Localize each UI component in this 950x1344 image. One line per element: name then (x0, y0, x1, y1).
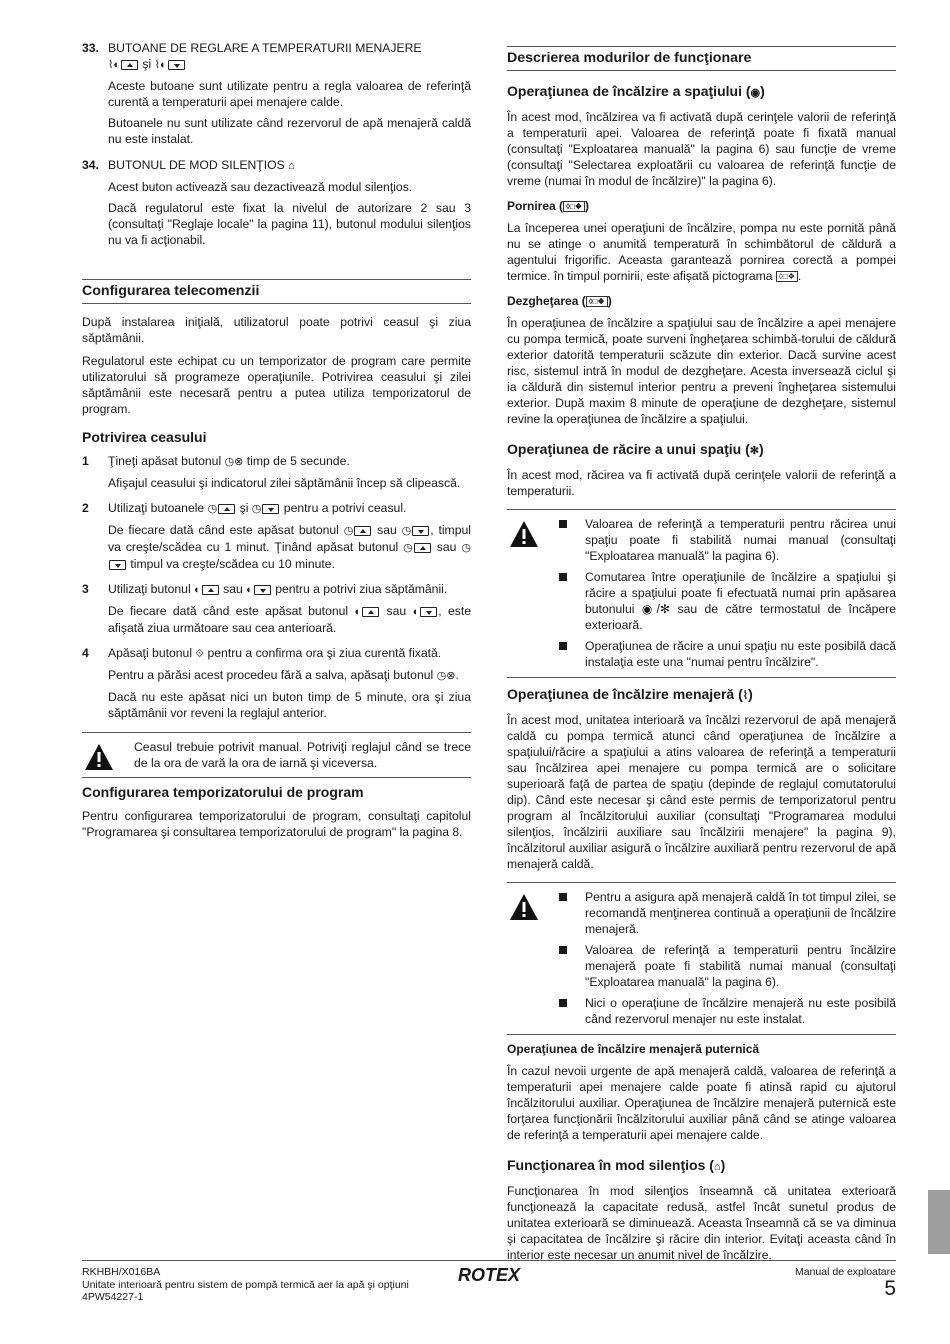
clock-icon: ◷⊗ (436, 670, 456, 682)
section-title: Descrierea modurilor de funcţionare (507, 46, 896, 71)
footer-description: Unitate interioară pentru sistem de pompă termică aer la apă şi opţiuni (82, 1278, 409, 1291)
silent-mode-icon: ⌂ (713, 1161, 721, 1173)
subsection-title: Operaţiunea de încălzire menajeră (⌇) (507, 686, 753, 702)
minor-title: Dezgheţarea ( ◊□❖ ) (507, 294, 612, 308)
step-2: 2 Utilizaţi butoanele ◷ şi ◷ pentru a potrivi ceasul. De fiecare dată când este apăsat butonul ◷ sau ◷ , timpul va creşte/scădea cu 1 minut. Ţinând apăsat butonul ◷ sau ◷ timpul va creşte/scădea cu 10 minute. (82, 501, 471, 571)
item-title: BUTOANE DE REGLARE A TEMPERATURII MENAJERE ⌇◐ şi ⌇◐ (108, 41, 422, 71)
bullet-item: Operaţiunea de răcire a unui spaţiu nu este posibilă dacă instalaţia este una "numai pentru încălzire". (559, 638, 896, 670)
heating-icon: ◉ (750, 87, 761, 99)
cooling-icon: ✻ (749, 445, 759, 457)
down-button-icon (262, 504, 279, 514)
warning-icon (507, 889, 559, 1032)
warning-icon (507, 516, 559, 675)
item-number: 34. (82, 158, 99, 172)
footer-model: RKHBH/X016BA (82, 1266, 161, 1278)
paragraph: În acest mod, răcirea va fi activată după cerinţele valorii de referinţă a temperaturii. (507, 468, 896, 498)
warning-box (507, 509, 896, 678)
minor-title: Operaţiunea de încălzire menajeră puternică (507, 1042, 760, 1056)
paragraph: Regulatorul este echipat cu un temporizator de program care permite utilizatorului să programeze operaţiunile. Potrivirea ceasului şi zilei săptămânii este necesară pentru a putea utiliza temporizatorul de program. (82, 354, 471, 416)
step-1: 1 Ţineţi apăsat butonul ◷⊗ timp de 5 secunde. Afişajul ceasului şi indicatorul zilei săptămânii încep să clipească. (82, 454, 461, 490)
tap-icon: ⌇◐ (108, 59, 121, 71)
subsection-title: Operaţiunea de încălzire a spaţiului (◉) (507, 83, 765, 99)
paragraph: După instalarea iniţială, utilizatorul poate potrivi ceasul şi ziua săptămânii. (82, 315, 471, 345)
down-button-icon (412, 526, 429, 536)
paragraph: În acest mod, încălzirea va fi activată după cerinţele valorii de referinţă a temperaturii apei. Valoarea de referinţă poate fi fixată manual (consultaţi "Exploatarea manuală" la pagina 6) sau funcţie de vreme (consultaţi "Selectarea exploatării cu valoarea de referinţă funcţie de vreme (numai în modul de încălzire)" la pagina 6). (507, 110, 896, 188)
warning-box (507, 882, 896, 1035)
up-button-icon (414, 543, 431, 553)
paragraph: Acest buton activează sau dezactivează modul silenţios. (108, 180, 413, 194)
clock-icon: ◷ (403, 542, 413, 554)
steps-list (82, 453, 471, 726)
brand-logo: ROTEX (458, 1265, 521, 1285)
item-title: BUTONUL DE MOD SILENŢIOS ⌂ (108, 158, 295, 172)
paragraph: În operaţiunea de încălzire a spaţiului sau de încălzire a apei menajere cu pompa termică, poate surveni îngheţarea schimbă-torului de căldură exterior datorită temperaturii scăzute din exterior. Dacă survine acest risc, sistemul intră în modul de dezgheţare. Acesta inversează ciclul şi ia căldură din sistemul interior pentru a preveni îngheţarea sistemului exterior. După maxim 8 minute de operaţiune de dezgheţare, sistemul revine la operaţiunea de încălzire a spaţiului. (507, 316, 896, 426)
startup-pictogram-icon: ◊□❖ (776, 271, 798, 282)
item-33 (82, 40, 471, 152)
footer-manual: Manual de exploatare (795, 1266, 896, 1278)
item-number: 33. (82, 41, 99, 55)
left-column (82, 40, 471, 847)
subsection-title: Potrivirea ceasului (82, 429, 207, 445)
paragraph: Funcţionarea în mod silenţios înseamnă că unitatea exterioară funcţionează la capacitate redusă, astfel încât sunetul produs de unitatea exterioară se diminuează. Aceasta înseamnă că se va diminua şi capacitatea de încălzire şi răcire din interior. Evitaţi aceasta când în interior este necesar un anumit nivel de încălzire. (507, 1184, 896, 1262)
page-tab-marker (928, 1190, 950, 1254)
bullet-item: Nici o operaţiune de încălzire menajeră nu este posibilă când rezervorul menajer nu este instalat. (559, 995, 896, 1027)
footer-code: 4PW54227-1 (82, 1291, 144, 1303)
tap-icon: ⌇◐ (154, 59, 167, 71)
paragraph: Dacă regulatorul este fixat la nivelul de autorizare 2 sau 3 (consultaţi "Reglaje locale" la pagina 11), butonul modului silenţios nu va fi acţionabil. (108, 201, 471, 247)
paragraph: La începerea unei operaţiuni de încălzire, pompa nu este pornită până nu se atinge o anumită temperatură în schimbătorul de căldură a agentului frigorific. Aceasta garantează pornirea corectă a pompei termice. în timpul pornirii, este afişată pictograma ◊□❖ . (507, 221, 896, 283)
subsection-title: Configurarea temporizatorului de program (82, 784, 364, 800)
warning-text: Ceasul trebuie potrivit manual. Potriviţi reglajul când se trece de la ora de vară la ora de iarnă şi viceversa. (134, 740, 471, 770)
step-4: 4 Apăsaţi butonul ⟐ pentru a confirma ora şi ziua curentă fixată. Pentru a părăsi acest procedeu fără a salva, apăsaţi butonul ◷⊗. Dacă nu este apăsat nici un buton timp de 5 minute, ora şi ziua săptămânii vor reveni la reglajul anterior. (82, 646, 471, 720)
day-icon: ◐ (246, 584, 253, 596)
clock-icon: ◷ (251, 503, 262, 515)
down-button-icon (109, 560, 126, 570)
tap-icon: ⌇ (742, 690, 749, 702)
day-icon: ◐ (412, 606, 420, 618)
item-34 (82, 157, 471, 253)
down-button-icon (420, 607, 437, 617)
subsection-title: Funcţionarea în mod silenţios (⌂) (507, 1157, 726, 1173)
section-title: Configurarea telecomenzii (82, 279, 471, 304)
up-button-icon (121, 60, 138, 70)
paragraph: Pentru configurarea temporizatorului de program, consultaţi capitolul "Programarea şi consultarea temporizatorului de program" la pagina 8. (82, 809, 471, 839)
paragraph: În cazul nevoii urgente de apă menajeră caldă, valoarea de referinţă a temperaturii apei menajere calde poate fi atinsă rapid cu ajutorul încălzitorului auxiliar. Operaţiunea de încălzire menajeră puternică este forţarea funcţionării încălzitorului auxiliar până când se atinge valoarea de referinţă a temperaturii apei menajere calde. (507, 1064, 896, 1142)
warning-icon (82, 739, 134, 775)
paragraph: În acest mod, unitatea interioară va încălzi rezervorul de apă menajeră caldă cu pompa termică atunci când operaţiunea de încălzire a spaţiului/răcire a spaţiului a atins valoarea de referinţă a temperaturii sau încălzirea apei menajere cu pompa termică are o solicitare superioară faţă de partea de spaţiu (depinde de reglajul comutatorului dip). Când este necesar şi când este permis de temporizatorul pentru program al încălzitorului auxiliar (consultaţi "Programarea modului silenţios, încălzirii auxiliare sau încălzirii menajere" la pagina 9), încălzitorul auxiliar asigură o încălzire auxiliară pentru rezervorul de apă menajeră caldă. (507, 713, 896, 871)
up-button-icon (362, 607, 379, 617)
bullet-item: Comutarea între operaţiunile de încălzire a spaţiului şi răcire a spaţiului poate fi efectuată numai prin apăsarea butonului ◉/✻ sau de către termostatul de încăpere exterioară. (559, 569, 896, 633)
defrost-pictogram-icon: ◊□❖ (586, 296, 608, 307)
paragraph: Butoanele nu sunt utilizate când rezervorul de apă menajeră caldă nu este instalat. (108, 116, 471, 146)
step-3: 3 Utilizaţi butonul ◐ sau ◐ pentru a potrivi ziua săptămânii. De fiecare dată când este apăsat butonul ◐ sau ◐ , este afişată ziua următoare sau cea anterioară. (82, 582, 472, 635)
silent-mode-icon: ⌂ (288, 160, 295, 172)
bullet-item: Valoarea de referinţă a temperaturii pentru răcirea unui spaţiu poate fi stabilită numai manual (consultaţi "Exploatarea manuală" la pagina 6). (559, 516, 896, 564)
clock-icon: ◷ (207, 503, 218, 515)
clock-icon: ◷ (401, 525, 412, 537)
right-column (507, 46, 896, 1270)
startup-pictogram-icon: ◊□❖ (563, 201, 585, 212)
page-footer (82, 1260, 896, 1303)
up-button-icon (354, 526, 371, 536)
confirm-icon: ⟐ (195, 648, 205, 660)
clock-icon: ◷ (461, 542, 471, 554)
clock-icon: ◷ (343, 525, 354, 537)
subsection-title: Operaţiunea de răcire a unui spaţiu (✻) (507, 441, 764, 457)
minor-title: Pornirea ( ◊□❖ ) (507, 199, 589, 213)
warning-box (82, 732, 471, 778)
up-button-icon (218, 504, 235, 514)
paragraph: Aceste butoane sunt utilizate pentru a regla valoarea de referinţă curentă a temperaturii apei menajere calde. (108, 79, 471, 109)
clock-icon: ◷⊗ (224, 456, 244, 468)
down-button-icon (254, 585, 271, 595)
bullet-item: Pentru a asigura apă menajeră caldă în tot timpul zilei, se recomandă menţinerea continuă a operaţiunii de încălzire menajeră. (559, 889, 896, 937)
day-icon: ◐ (194, 584, 201, 596)
down-button-icon (168, 60, 185, 70)
up-button-icon (202, 585, 219, 595)
day-icon: ◐ (354, 606, 362, 618)
page-number: 5 (884, 1277, 896, 1300)
bullet-item: Valoarea de referinţă a temperaturii pentru încălzire menajeră poate fi stabilită numai manual (consultaţi "Exploatarea manuală" la pagina 6). (559, 942, 896, 990)
